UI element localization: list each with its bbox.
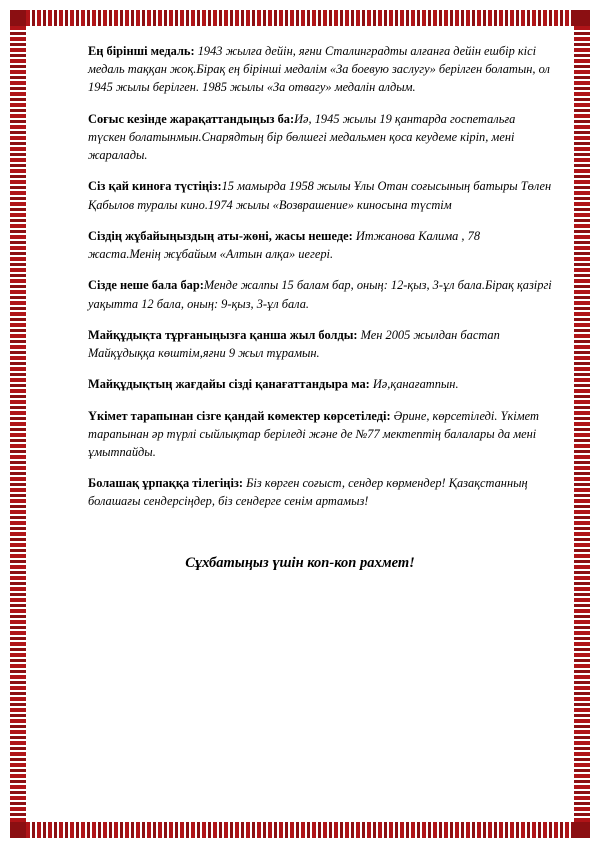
qa-question: Ең бірінші медаль: — [88, 44, 195, 58]
qa-answer: Әрине, көрсетіледі. Үкімет тарапынан әр түрлі сыйлықтар беріледі және де №77 мектептің балалары да мені ұмытпайды. — [88, 408, 539, 459]
closing-line: Сұхбатыңыз үшін коп-коп рахмет! — [185, 554, 415, 571]
qa-block — [88, 326, 552, 362]
qa-answer: Менде жалпы 15 балам бар, оның: 12-қыз, 3-ұл бала.Бірақ қазіргі уақытта 12 бала, оның: 9-қыз, 3-ұл бала. — [88, 278, 552, 311]
qa-block — [88, 42, 552, 97]
qa-question: Сіз қай киноға түстіңіз: — [88, 179, 222, 194]
border-right-pattern — [574, 10, 590, 838]
qa-answer: Біз көрген соғыст, сендер көрмендер! Қазақстанның болашағы сендерсіңдер, біз сендерге сенім артамыз! — [88, 476, 528, 509]
border-corner-bottom-left — [10, 822, 26, 838]
border-corner-top-right — [574, 10, 590, 26]
border-top-pattern — [10, 10, 590, 26]
qa-question: Үкімет тарапынан сізге қандай көмектер көрсетіледі: — [88, 408, 391, 423]
border-bottom-pattern — [10, 822, 590, 838]
qa-block — [88, 375, 552, 393]
interview-body — [88, 42, 552, 572]
qa-block — [88, 474, 552, 510]
qa-question: Болашақ ұрпаққа тілегіңіз: — [88, 476, 243, 491]
qa-block — [88, 276, 552, 312]
qa-answer: 15 мамырда 1958 жылы Ұлы Отан соғысының батыры Төлен Қабылов туралы кино.1974 жылы «Возврашение» киносына түстім — [88, 179, 552, 212]
qa-question: Соғыс кезінде жарақаттандыңыз ба: — [88, 111, 295, 126]
border-left-pattern — [10, 10, 26, 838]
qa-block — [88, 227, 552, 263]
qa-block — [88, 110, 552, 165]
qa-question: Майқұдықтың жағдайы сізді қанағаттандыра ма: — [88, 377, 370, 392]
qa-answer: Иә,қанағатпын. — [369, 377, 459, 392]
qa-question: Майқұдықта тұрғаныңызға қанша жыл болды: — [88, 327, 358, 342]
qa-answer: Итжанова Калима , 78 жаста.Менің жұбайым «Алтын алқа» иегері. — [88, 228, 481, 262]
qa-question: Сіздің жұбайыңыздың аты-жөні, жасы нешеде: — [88, 228, 353, 243]
qa-question: Сізде неше бала бар: — [88, 278, 204, 293]
qa-block — [88, 407, 552, 462]
qa-answer: Мен 2005 жылдан бастап Майқұдыққа көштім,яғни 9 жыл тұрамын. — [88, 327, 500, 361]
qa-answer: Иә, 1945 жылы 19 қантарда госпетальға түскен болатынмын.Снарядтың бір бөлшегі медальмен қоса кеудеме кіріп, мені жаралады. — [88, 111, 516, 163]
border-corner-top-left — [10, 10, 26, 26]
qa-answer: 1943 жылға дейін, яғни Сталинградты алғанға дейін ешбір кісі медаль таққан жоқ.Бірақ ең бірінші медалім «За боевую заслугу» берілген болатын, ол 1945 жылы берілген. 1985 жылы «За отвагу» медалін алдым. — [88, 44, 550, 95]
qa-block — [88, 177, 552, 213]
border-corner-bottom-right — [574, 822, 590, 838]
